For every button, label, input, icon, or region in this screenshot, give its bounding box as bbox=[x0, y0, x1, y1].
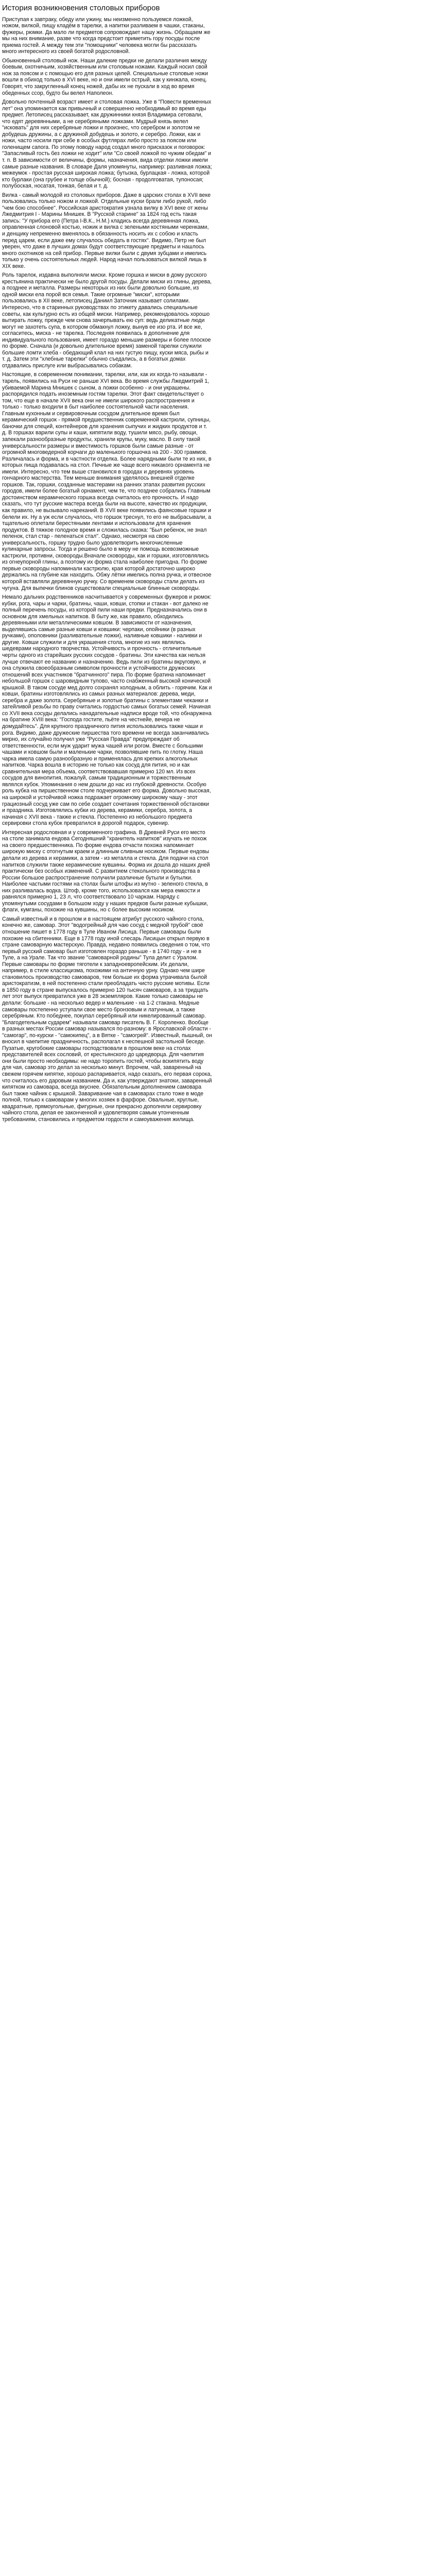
paragraph-table-knife: Обыкновенный столовый нож. Наши далекие предки не делали различия между боевым, охотничьим, хозяйственным или столовым ножами. Каждый носил свой нож за поясом и с помощью его для разных целей. Специальные столовые ножи вошли в обиход только в XVI веке, но и они имели острый, как у кинжала, конец. Говорят, что закругленный конец ножей, дабы их не пускали в ход во время обеденных ссор, будто бы велел Наполеон. bbox=[2, 57, 208, 96]
paragraph-spoon: Довольно почтенный возраст имеет и столовая ложка. Уже в "Повести временных лет" она упоминается как привычный и совершенно необходимый во время еды предмет. Летописец рассказывает, как дружинники князя Владимира сетовали, что едят деревянными, а не серебряными ложками. Мудрый князь велел "исковать" для них серебряные ложки и произнес, что серебром и золотом не добудешь дружины, а с дружиной добудешь и золото, и серебро. Ложки, как и ножи, часто носили при себе в особых футлярах либо просто за поясом или голенищем сапога. По этому поводу народ создал много присказок и поговорок: "Запасливый гость без ложки не ходит" или "Со своей ложкой по чужим обедам" и т. п. В зависимости от величины, формы, назначения, вида отделки ложки имели самые разные названия. В словаре Даля упомянуты, например: разливная ложка; межеумок - простая русская широкая ложка; бутызка, бурлацкая - ложка, которой кто бурлаки (она грубее и толще обычной); босная - продолговатая, тупоносая; полубоская, носатая, тонкая, белая и т. д. bbox=[2, 99, 212, 190]
paragraph-plates: Роль тарелок, издавна выполняли миски. Кроме горшка и миски в дому русского крестьянина практически не было другой посуды. Делали миски из глины, дерева, а позднее и металла. Размеры некоторых из них были довольно большие, из одной миски ела порой вся семья. Такие огромные "миски", которыми пользовались в XII веке, летописец Даниил Заточник называет солилами. Интересно, что в старинных руководствах по этикету давались специальные советы, как культурно есть из общей миски. Например, рекомендовалось хорошо вытирать ложку, прежде чем снова зачерпывать ею суп: ведь деликатные люди могут не захотеть супа, в котором обмакнул ложку, вынув ее изо рта. И все же, согласитесь, миска - не тарелка. Последняя появилась в дополнение для индивидуального пользования, имеет гораздо меньшие размеры и более плоское по форме. Сначала (и довольно длительное время) заменой тарелки служили большие ломти хлеба - обедающий клал на них густую пищу, куски мяса, рыбы и т. д. Затем эти "хлебные тарелки" обычно съедались, а в богатых домах отдавались прислуге или выбрасывались собакам. bbox=[2, 272, 212, 369]
paragraph-samovar: Самый известный и в прошлом и в настоящем атрибут русского чайного стола, конечно же, самовар. Этот "водогрейный для чаю сосуд с медной трубой" своё отношение пишет в 1778 году в Туле Иваном Лисица. Первые самовары были похожие на сбитенники. Еще в 1778 году иной слесарь Лисицын открыл первую в стране самоварную мастерскую. Правда, недавно появились сведения о том, что первый русский самовар был изготовлен гораздо раньше - в 1740 году - и не в Туле, а на Урале. Так что звание "самоварной родины" Тула делит с Уралом. Первые самовары по форме тяготели к западноевропейским. Их делали, например, в стиле классицизма, похожими на античную урну. Однако чем шире становилось производство самоваров, тем больше их форма утрачивала былой аристократизм, в ней постепенно стали преобладать чисто русские мотивы. Если в 1850 году в стране выпускалось примерно 120 тысяч самоваров, а за тридцать лет этот выпуск превратился уже в 28 экземпляров. Какие только самовары не делали: большие - на несколько ведер и маленькие - на 1-2 стакана. Медные самовары постепенно уступали свое место бронзовым и латунным, а также серебряным. Кто победнее, покупал серебряный или никелированный самовар. "Благодетельным сударем" называли самовар писатель В. Г. Короленко. Вообще в разных местах России самовар назывался по-разному: в Ярославской области - "самогар", по-курски - "самокипец", а в Вятке - "самогрей". Известный, пышный, он вносил в чаепитие праздничность, располагал к неспешной застольной беседе. Пузатые, кругобокие самовары господствовали в прошлом веке на столах представителей всех сословий, от крестьянского до царедворца. Для чаепития они были просто необходимы: не надо торопить гостей, чтобы вскипятить воду для чая, самовар это делал за несколько минут. Впрочем, чай, заваренный на свежем горячем кипятке, хорошо распаривается, надо сказать, его первая сорока, что считалось его даровым названием. Да и, как утверждают знатоки, заваренный кипятком из самовара, всегда вкуснее. Обязательным дополнением самовара был также чайник с крышкой. Заваривание чая в самоварах стало тоже в моде полной, только к самоварам у многих хозяек в фарфоре. Овальные, круглые, квадратные, прямоугольные, фигурные, они прекрасно дополняли сервировку чайного стола, делая ее законченной и удовлетворяя самым утонченным требованиям, становились и предметом гордости и самоуважения жилища. bbox=[2, 916, 212, 1123]
paragraph-pots-and-pans: Настоящие, в современном понимании, тарелки, или, как их когда-то называли - тарель, появились на Руси не раньше XVI века. Во время службы Лжедмитрий 1, убиваемой Марина Мнишек с сыном, а ложки особенно - и они украшены. распорядился подать иноземным гостям тарелки. Этот факт свидетельствует о том, что еще в начале XVII века они не имели широкого распространения и только - только входили в быт наиболее состоятельной части населения. Главным кухонным и сервировочным сосудом длительное время был керамический горшок - прямой предшественник современной кастрюли, супницы, баночки для специй, контейнеров для хранения сыпучих и жидких продуктов и т. д. В горшках варили супы и каши, кипятили воду, тушили мясо, рыбу, овощи, запекали разнообразные продукты, хранили крупы, муку, масло. В силу такой универсальности размеры и вместимость горшков были самые разные - от огромной многоведерной корчаги до маленького горшочка на 200 - 300 граммов. Различалась и форма, и в частности отделка. Более нарядными были те из них, в которых пища подавалась на стол. Печные же чаще всего никакого орнамента не имели. Интересно, что тем выше становился в городах и деревнях уровень гончарного мастерства. Тем меньше внимания уделялось внешней отделке горшков. Так, горшки, созданные мастерами на ранних этапах развития русских городов, имели более богатый орнамент, чем те, что позднее собрались Главным достоинством керамического горшка всегда считалось его прочность. И надо сказать, что тут русские мастера всегда были на высоте, качество их продукции, как правило, не вызывало нареканий. В XVII веке появились фаянсовые горшки и белели их. Ну а уж если случалось, что горшок треснул, то его не выбрасывали, а тщательно оплетали берестяными лентами и использовали для хранения продуктов. В тяжкое голодное время и сложилась сказка: "Был ребенок, не знал пеленок, стал стар - пеленаться стал". Однако, несмотря на свою универсальность, горшку трудно было удовлетворить многочисленные кулинарные запросы. Тогда и решено было в меру не помощь всевозможные кастрюли, противни, сковороды.Вначале сковороды, как и горшки, изготовлялись из огнеупорной глины, а поэтому их форма стала наиболее пригодна. По форме первые сковороды напоминали кастрюлю, края которой достаточно широко держались на глубине как находить. Обжу лётки имелись полна ручка, и отвесное которой вставляли деревянную ручку. Со временем сковороды стали делать из чугуна. Для выпечки блинов существовали специальные блинные сковороды. bbox=[2, 371, 212, 591]
article bbox=[0, 0, 212, 1131]
paragraph-drinking-vessels: Немало дальних родственников насчитывается у современных фужеров и рюмок: кубки, рога, чары и чарки, братины, чаши, ковши, стопки и стакан - вот далеко не полный перечень посуды, из которой пили наши предки. Предназначались они в основном для хмельных напитков. В быту же, как правило, обходились деревянными или металлическими ковшом. В зависимости от назначения, выделявшись самые разные ковши и ковшики: черпаки, опойники (в разных ручками), ополовники (разливательные ложки), наливные ковшики - наливки и другие. Ковши служили и для украшения стола, многие из них являлись шедеврами народного творчества. Устойчивость и прочность - отличительные черты одного из старейших русских сосудов - братины. Эти качества как нельзя лучше отвечают ее названию и назначению. Ведь пили из братины вкруговую, и она служила своеобразным символом прочности и устойчивости дружеских отношений всех участников "братчинного" пира. По форме братина напоминает небольшой горшок с шаровидным тулово, часто снабженный высокой конической крышкой. В таком сосуде мед долго сохранял холодным, а облить - горячим. Как и ковши, братины изготовлялись из самых разных материалов: дерева, меди, серебра и даже золота. Серебряные и золотые братины с элементами чеканки и затейливой резьбы по праву считались гордостью самых богатых семей. Начиная со XVII века сосуды делались нанадательные надписи вроде той, что обнаружена на братине XVIII века: "Господа гостите, пьёте на честнейе, вечера не домудайтесь". Для крупного праздничного пития использовались также чаши и рога. Видимо, даже дружеские пиршества того времени не всегда заканчивались мирно, их случайно получил уже "Русская Правда" предупреждает об ответственности, если муж ударит мужа чашей или рогом. Вместе с большими чашами и ковшом были и маленькие чарки, позволявшие пить по глотку. Наша чарка имела самую разнообразную и применялась для крепких алкогольных напитков. Чарка вошла в историю не только как сосуд для пития, но и как сравнительная мера объема, соответствовавшая примерно 120 мл. Из всех сосудов для винопития, пожалуй, самым традиционным и торжественным являлся кубок. Упоминания о нем дошли до нас из глубокой древности. Особую роль кубка на пиршественном столе подчеркивает его форма. Довольно высокая, на широкой и устойчивой ножка подражает огромному широкому чашу - этот грациозный сосуд уже сам по себе создает сочетания торжественной обстановки и праздника. Изготовлялись кубки из дерева, керамики, серебра, золота, а начиная с XVII века - также и стекла. Постепенно из небольшого предмета сервировки стола кубок превратился в дорогой подарок, сувенир. bbox=[2, 594, 212, 827]
article-title: История возникновения столовых приборов bbox=[2, 4, 160, 12]
paragraph-knife: Приступая к завтраку, обеду или ужину, мы неизменно пользуемся ложкой, ножом, вилкой, пищу кладём в тарелки, а напитки разливаем в чашки, стаканы, фужеры, рюмки. Да мало ли предметов сопровождает нашу жизнь. Обращаем же мы на них внимание, разве что когда предстоит приметить гору посуды после приема гостей. А между тем эти "помощники" человека могли бы рассказать много интересного из своей богатой родословной. bbox=[2, 16, 211, 55]
paragraph-carafe: Интересная родословная и у современного графина. В Древней Руси его место на столе занимала ендова Сегодняшний "хранитель напитков" изучать не похож на своего предшественника. По форме ендова отчасти похожа напоминает широкую миску с отогнутым краем и длинным сливным носиком. Первые ендовы делали из дерева и керамики, а затем - из металла и стекла. Для подачи на стол напитков служили также керамические кувшины. Форма их дошла до наших дней практически без особых изменений. С развитием стекольного производства в России большое распространение получили различные бутыли и бутылки. Наиболее частыми гостями на столах были штофы из мутно - зеленого стекла, в них разливалась водка. Штоф, кроме того, использовался как мера емкости и равнялся примерно 1, 23 л, что соответствовало 10 чаркам. Наряду с упомянутыми сосудами в большом ходу у наших предков были разные кубышки, флаги, кумганы, похожие на кувшины, но с более высоким носиком. bbox=[2, 829, 210, 913]
paragraph-fork: Вилка - самый молодой из столовых приборов. Даже в царских столах в XVII веке пользовались только ножом и ложкой. Отдельные куски брали либо рукой, либо "чем бою способнее". Российская аристократия узнала вилку в XVI веке от жены Лжедмитрия I - Марины Мнишек. В "Русской старине" за 1824 год есть такая запись: "У прибора его (Петра I-В.К., Н.М.) кладись всегда деревянная ложка, оправленная слоновой костью, ножик и вилка с зелеными костяными черенками, и денщику непременно вменялось в обязанность носить их с собою и класть перед царем, если даже ему случалось обедать в гостях". Видимо, Петр не был уверен, что даже в лучших домах будут соответствующие предметы и нашлось много охотников на сей прибор. Первые вилки были с двумя зубцами и имелись только у очень состоятельных людей. Народ начал пользоваться вилкой лишь в XIX веке. bbox=[2, 192, 211, 269]
